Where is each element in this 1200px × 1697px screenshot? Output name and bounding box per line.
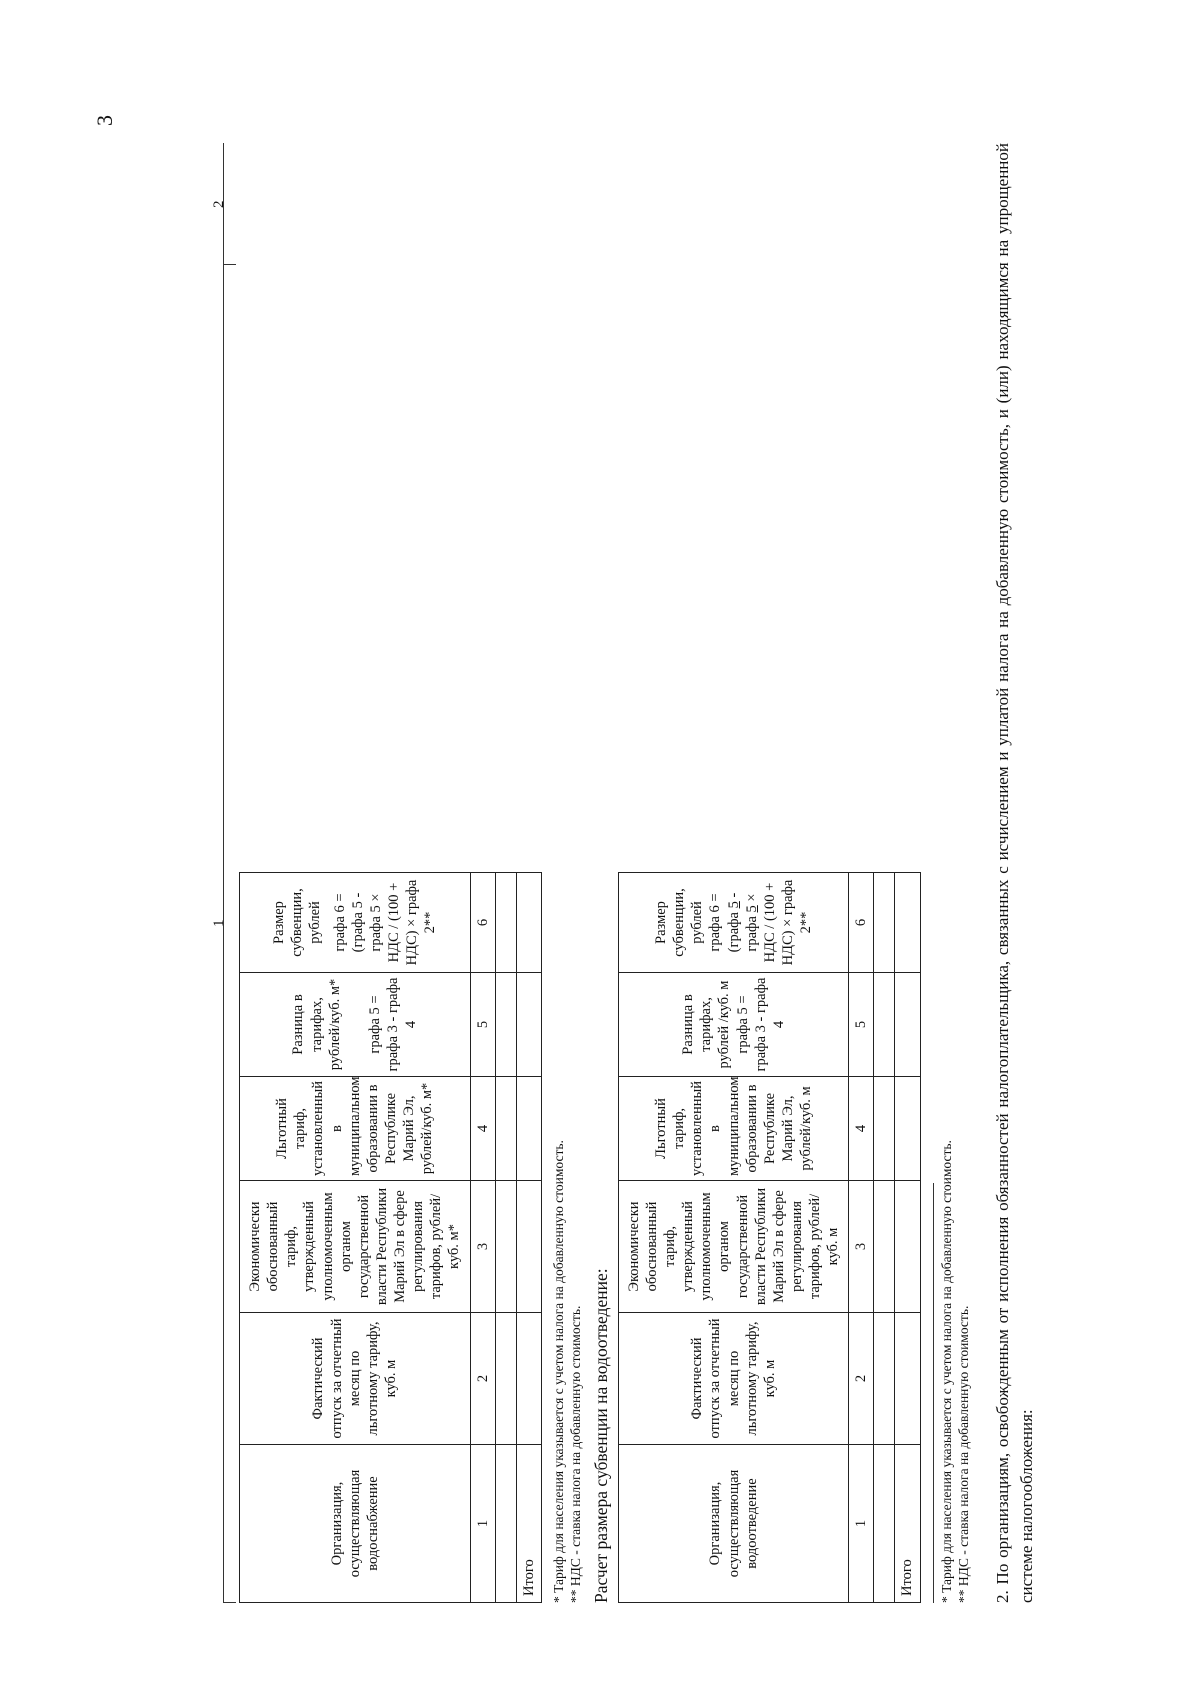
- formula-5: графа 5 = графа 3 - графа 4: [366, 977, 419, 1072]
- header-actual-supply: Фактический отпуск за отчетный месяц по льготному тарифу, куб. м: [618, 1313, 849, 1445]
- top-rule: [223, 143, 224, 1603]
- column-number-1: 1: [211, 919, 227, 927]
- header-preferential-tariff: Льготный тариф, установленный в муниципальном образовании в Республике Марий Эл, рублей/куб. м*: [240, 1077, 471, 1181]
- total-row: [895, 873, 920, 1603]
- header-organization: Организация, осуществляющая водоотведение: [618, 1445, 849, 1603]
- header-subvention: [618, 873, 849, 973]
- column-number: 1: [470, 1445, 495, 1603]
- page-number: 3: [92, 115, 117, 126]
- header-tariff-difference: [240, 973, 471, 1077]
- water-supply-table: [239, 872, 542, 1603]
- footnotes-2: [938, 143, 973, 1603]
- footnote-separator: [933, 1183, 934, 1603]
- header-preferential-tariff: Льготный тариф, установленный в муниципальном образовании в Республике Марий Эл, рублей/куб. м: [618, 1077, 849, 1181]
- table-row: [495, 873, 516, 1603]
- header-tariff-difference: Разница в тарифах, рублей /куб. м графа 5 = графа 3 - графа 4: [618, 973, 849, 1077]
- column-number-2: 2: [211, 200, 227, 208]
- column-number: 5: [849, 973, 874, 1077]
- footnote: * Тариф для населения указывается с учетом налога на добавленную стоимость.: [938, 1140, 954, 1603]
- column-number: 6: [849, 873, 874, 973]
- header-text: Размер субвенции, рублей: [653, 888, 706, 957]
- column-number: 4: [470, 1077, 495, 1181]
- rotated-content: [211, 143, 1037, 1603]
- footnote: ** НДС - ставка налога на добавленную стоимость.: [568, 1305, 584, 1603]
- paragraph-2: 2. По организациям, освобожденным от исполнения обязанностей налогоплательщика, связанных с исчислением и уплатой налога на добавленную стоимость, и (или) находящимся на упрощенной системе налогообложения:: [992, 143, 1037, 1603]
- section-heading: Расчет размера субвенции на водоотведение:: [590, 1268, 611, 1603]
- formula-6: графа 6 = (графа 5 - графа 5 × НДС / (100 + НДС) × графа 2**: [331, 879, 439, 966]
- col-tick: [223, 1602, 236, 1603]
- table-row: [874, 873, 895, 1603]
- header-economic-tariff: Экономически обоснованный тариф, утвержденный уполномоченным органом государственной власти Республики Марий Эл в сфере регулирования тарифов, рублей/куб. м: [618, 1181, 849, 1313]
- header-subvention: [240, 873, 471, 973]
- column-number: 3: [470, 1181, 495, 1313]
- column-number: 2: [470, 1313, 495, 1445]
- column-number: 1: [849, 1445, 874, 1603]
- total-row: [516, 873, 541, 1603]
- column-number-strip: [211, 143, 229, 1603]
- footnote: ** НДС - ставка налога на добавленную стоимость.: [956, 1305, 972, 1603]
- column-number: 4: [849, 1077, 874, 1181]
- header-text: Разница в тарифах, рублей/куб. м*: [290, 978, 343, 1071]
- footnote: * Тариф для населения указывается с учетом налога на добавленную стоимость.: [550, 1140, 566, 1603]
- column-number: 3: [849, 1181, 874, 1313]
- total-label: Итого: [895, 1445, 920, 1603]
- formula-6: графа 6 = (графа 5 - графа 5 × НДС / (100 + НДС) × графа 2**: [707, 879, 815, 966]
- water-disposal-table: [618, 872, 921, 1603]
- column-number: 5: [470, 973, 495, 1077]
- column-number: 6: [470, 873, 495, 973]
- column-number: 2: [849, 1313, 874, 1445]
- footnotes-1: [550, 143, 585, 1603]
- header-economic-tariff: Экономически обоснованный тариф, утвержденный уполномоченным органом государственной власти Республики Марий Эл в сфере регулирования тарифов, рублей/куб. м*: [240, 1181, 471, 1313]
- col-tick: [223, 264, 236, 265]
- header-organization: Организация, осуществляющая водоснабжение: [240, 1445, 471, 1603]
- header-text: Размер субвенции, рублей: [271, 888, 324, 957]
- header-actual-supply: Фактический отпуск за отчетный месяц по льготному тарифу, куб. м: [240, 1313, 471, 1445]
- total-label: Итого: [516, 1445, 541, 1603]
